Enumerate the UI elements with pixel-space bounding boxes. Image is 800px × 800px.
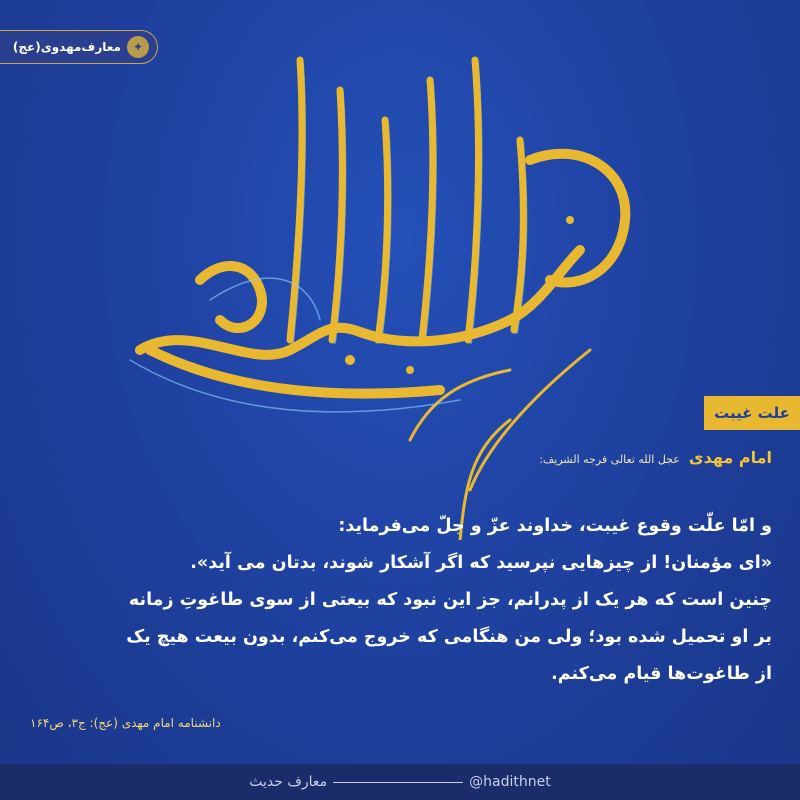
stroke-alef-2	[332, 90, 342, 340]
brand-badge-label: معارف‌مهدوی(عج)	[12, 40, 121, 54]
stroke-alef-1	[290, 60, 302, 340]
speaker-line	[539, 448, 772, 467]
emblem-icon: ✦	[127, 36, 149, 58]
stroke-alef-5	[468, 60, 479, 340]
footer-brand: معارف حدیث	[249, 774, 328, 790]
stroke-alef-4	[422, 80, 433, 340]
hadith-line: بر او تحمیل شده بود؛ ولی من هنگامی که خروج می‌کنم، بدون بیعت هیچ یک	[126, 627, 772, 647]
topic-tab	[704, 396, 800, 430]
source-reference: دانشنامه امام مهدی (عج): ج۳، ص۱۶۴	[30, 716, 221, 730]
hadith-line: «ای مؤمنان! از چیزهایی نپرسید که اگر آشکار شوند، بدتان می آید».	[190, 553, 772, 573]
speaker-honorific: عجل الله تعالی فرجه الشریف:	[539, 453, 680, 466]
speaker-name: امام مهدی	[688, 448, 772, 467]
topic-label: علت غیبت	[714, 404, 790, 422]
hadith-line: و امّا علّت وقوع غیبت، خداوند عزّ و جلّ می‌فرماید:	[338, 516, 772, 536]
hadith-text	[32, 508, 772, 693]
hadith-line: چنین است که هر یک از پدرانم، جز این نبود که بیعتی از سوی طاغوتِ زمانه	[128, 590, 772, 610]
footer-bar	[0, 764, 800, 800]
hadith-line: از طاغوت‌ها قیام می‌کنم.	[551, 664, 772, 684]
footer-handle: @hadithnet	[469, 774, 551, 790]
footer-divider	[333, 782, 463, 783]
